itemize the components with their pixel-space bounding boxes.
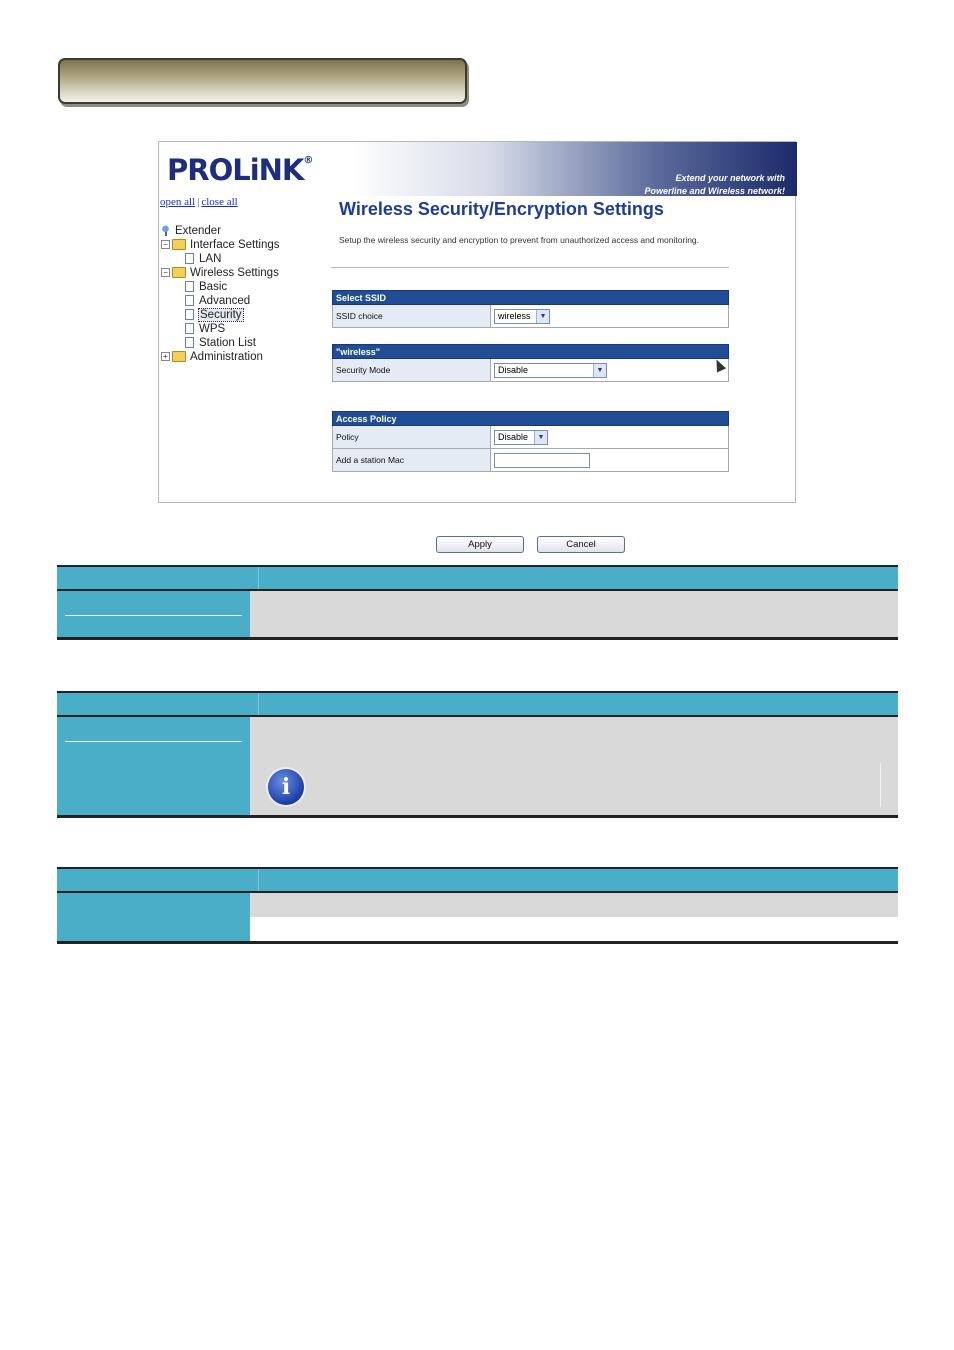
parameter-description-cell <box>250 591 898 637</box>
select-ssid-header: Select SSID <box>332 290 729 305</box>
cancel-button[interactable]: Cancel <box>537 536 625 553</box>
collapse-icon[interactable]: − <box>161 268 170 277</box>
ssid-choice-label: SSID choice <box>333 305 491 327</box>
parameter-description-cell <box>250 917 898 941</box>
table-row <box>332 359 729 382</box>
add-station-mac-label: Add a station Mac <box>333 449 491 471</box>
parameter-description-cell <box>250 893 898 917</box>
folder-icon <box>172 267 186 278</box>
policy-label: Policy <box>333 426 491 448</box>
access-policy-table <box>332 411 729 472</box>
collapse-icon[interactable]: − <box>161 240 170 249</box>
tree-item-wps[interactable]: WPS <box>185 322 226 336</box>
table-header <box>57 565 898 591</box>
expand-icon[interactable]: + <box>161 352 170 361</box>
wireless-header: "wireless" <box>332 344 729 359</box>
globe-icon <box>161 225 170 236</box>
folder-icon <box>172 239 186 250</box>
router-ui-screenshot <box>158 141 796 550</box>
page-icon <box>185 253 194 264</box>
close-all-link[interactable]: close all <box>201 196 238 208</box>
table-row <box>332 449 729 472</box>
tree-item-security[interactable]: Security <box>185 308 244 322</box>
table-row <box>332 305 729 328</box>
section-heading-bar <box>58 58 467 104</box>
wireless-table <box>332 344 729 382</box>
parameter-table-2 <box>57 691 898 818</box>
parameter-table-3 <box>57 867 898 944</box>
page-icon <box>185 309 194 320</box>
parameter-name-cell <box>57 591 250 637</box>
divider <box>331 267 729 268</box>
page-icon <box>185 295 194 306</box>
page-description: Setup the wireless security and encryption to prevent from unauthorized access and monitoring. <box>339 235 700 245</box>
chevron-down-icon: ▼ <box>593 364 606 377</box>
tree-item-administration[interactable]: + Administration <box>161 350 264 364</box>
tagline: Extend your network with Powerline and Wireless network! <box>644 173 785 196</box>
header-banner <box>159 142 797 196</box>
parameter-name-cell <box>57 717 250 815</box>
tree-item-basic[interactable]: Basic <box>185 280 228 294</box>
chevron-down-icon: ▼ <box>534 431 547 444</box>
chevron-down-icon: ▼ <box>536 310 549 323</box>
page-icon <box>185 337 194 348</box>
parameter-table-1 <box>57 565 898 640</box>
page-icon <box>185 281 194 292</box>
parameter-name-cell <box>57 893 250 941</box>
table-header <box>57 691 898 717</box>
policy-select[interactable]: Disable ▼ <box>494 430 548 445</box>
prolink-logo: PROLiNK® <box>167 153 313 187</box>
security-mode-select[interactable]: Disable ▼ <box>494 363 607 378</box>
tree-item-wireless-settings[interactable]: − Wireless Settings <box>161 266 280 280</box>
table-header <box>57 867 898 893</box>
tree-item-station-list[interactable]: Station List <box>185 336 257 350</box>
select-ssid-table <box>332 290 729 328</box>
folder-icon <box>172 351 186 362</box>
tree-item-lan[interactable]: LAN <box>185 252 222 266</box>
tree-item-extender[interactable]: Extender <box>161 224 222 238</box>
parameter-description-cell <box>250 717 898 815</box>
access-policy-header: Access Policy <box>332 411 729 426</box>
apply-button[interactable]: Apply <box>436 536 524 553</box>
tree-item-interface-settings[interactable]: − Interface Settings <box>161 238 281 252</box>
info-icon: i <box>268 769 304 805</box>
station-mac-input[interactable] <box>494 453 590 468</box>
tree-item-advanced[interactable]: Advanced <box>185 294 251 308</box>
page-title: Wireless Security/Encryption Settings <box>339 199 664 219</box>
open-all-link[interactable]: open all <box>160 196 196 208</box>
ssid-choice-select[interactable]: wireless ▼ <box>494 309 550 324</box>
table-row <box>332 426 729 449</box>
tree-controls: open all | close all <box>160 196 238 208</box>
page-icon <box>185 323 194 334</box>
security-mode-label: Security Mode <box>333 359 491 381</box>
